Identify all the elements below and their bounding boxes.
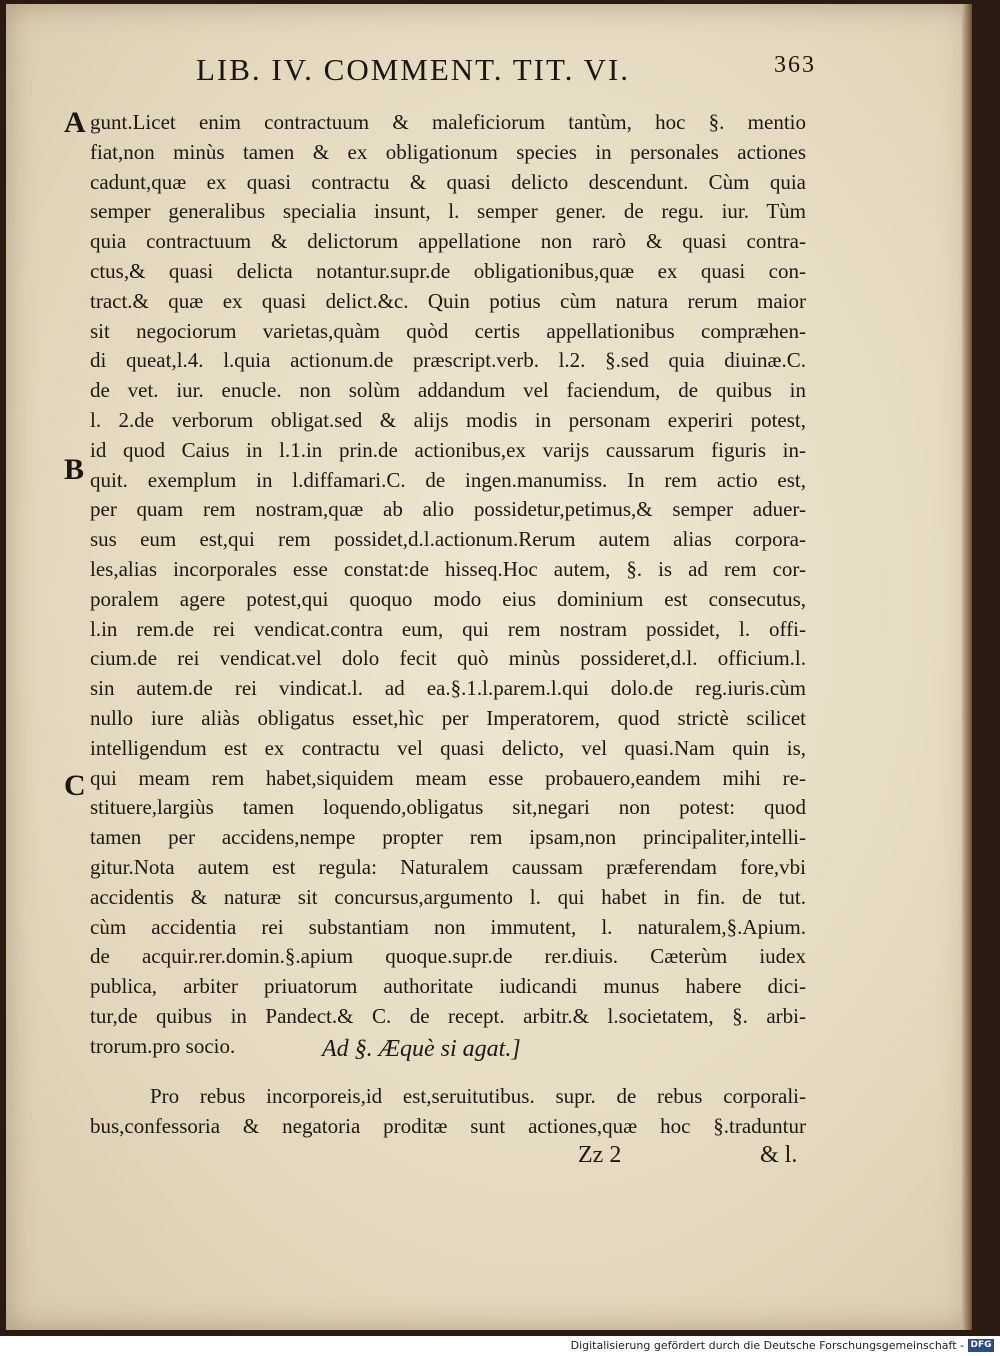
- text-line: per quam rem nostram,quæ ab alio possidetur,petimus,& semper aduer-: [90, 497, 806, 522]
- text-line: les,alias incorporales esse constat:de hisseq.Hoc autem, §. is ad rem cor-: [90, 556, 806, 581]
- main-text-block: [90, 108, 806, 1062]
- text-line: poralem agere potest,qui quoquo modo eius dominium est consecutus,: [90, 586, 806, 611]
- running-title: LIB. IV. COMMENT. TIT. VI.: [196, 52, 631, 87]
- margin-letter-b: B: [64, 453, 85, 486]
- text-line: cium.de rei vendicat.vel dolo fecit quò minùs possideret,d.l. officium.l.: [90, 646, 806, 671]
- text-line: tur,de quibus in Pandect.& C. de recept. arbitr.& l.societatem, §. arbi-: [90, 1003, 806, 1028]
- margin-letter-a: A: [64, 106, 86, 139]
- text-line: de vet. iur. enucle. non solùm addandum vel faciendum, de quibus in: [90, 378, 806, 403]
- text-line: fiat,non minùs tamen & ex obligationum species in personales actiones: [90, 139, 806, 164]
- text-line: nullo iure aliàs obligatus esset,hìc per Imperatorem, quod strictè scilicet: [90, 705, 806, 730]
- text-line: quia contractuum & delictorum appellatione non rarò & quasi contra-: [90, 229, 806, 254]
- second-text-block: [90, 1082, 806, 1142]
- text-line: intelligendum est ex contractu vel quasi delicto, vel quasi.Nam quin is,: [90, 735, 806, 760]
- text-line: l.in rem.de rei vendicat.contra eum, qui rem nostram possidet, l. offi-: [90, 616, 806, 641]
- text-line: accidentis & naturæ sit concursus,argumento l. qui habet in fin. de tut.: [90, 884, 806, 909]
- text-line: cùm accidentia rei substantiam non immutent, l. naturalem,§.Apium.: [90, 914, 806, 939]
- text-line: de acquir.rer.domin.§.apium quoque.supr.de rer.diuis. Cæterùm iudex: [90, 944, 806, 969]
- text-line: tamen per accidens,nempe propter rem ipsam,non principaliter,intelli-: [90, 825, 806, 850]
- text-line: quit. exemplum in l.diffamari.C. de ingen.manumiss. In rem actio est,: [90, 467, 806, 492]
- page-number: 363: [774, 52, 816, 78]
- text-line: Pro rebus incorporeis,id est,seruitutibus. supr. de rebus corporali-: [150, 1084, 806, 1108]
- margin-letter-c: C: [64, 769, 86, 802]
- text-line: publica, arbiter priuatorum authoritate iudicandi munus habere dici-: [90, 974, 806, 999]
- text-line: qui meam rem habet,siquidem meam esse probauero,eandem mihi re-: [90, 765, 806, 790]
- catchword: & l.: [760, 1142, 798, 1168]
- page-header: [196, 52, 816, 92]
- text-line: gunt.Licet enim contractuum & maleficiorum tantùm, hoc §. mentio: [90, 110, 806, 134]
- text-line: ctus,& quasi delicta notantur.supr.de obligationibus,quæ ex quasi con-: [90, 258, 806, 283]
- text-line: di queat,l.4. l.quia actionum.de præscript.verb. l.2. §.sed quia diuinæ.C.: [90, 348, 806, 373]
- text-line: bus,confessoria & negatoria proditæ sunt actiones,quæ hoc §.traduntur: [90, 1113, 806, 1138]
- text-line: id quod Caius in l.1.in prin.de actionibus,ex varijs caussarum figuris in-: [90, 437, 806, 462]
- text-line: tract.& quæ ex quasi delict.&c. Quin potius cùm natura rerum maior: [90, 288, 806, 313]
- dfg-logo: DFG: [968, 1339, 994, 1352]
- text-line: gitur.Nota autem est regula: Naturalem caussam præferendam fore,vbi: [90, 854, 806, 879]
- section-heading: Ad §. Æquè si agat.]: [322, 1036, 521, 1062]
- text-line: semper generalibus specialia insunt, l. semper gener. de regu. iur. Tùm: [90, 199, 806, 224]
- text-line: cadunt,quæ ex quasi contractu & quasi delicto descendunt. Cùm quia: [90, 169, 806, 194]
- signature-mark: Zz 2: [578, 1142, 622, 1168]
- text-line: sin autem.de rei vindicat.l. ad ea.§.1.l.parem.l.qui dolo.de reg.iuris.cùm: [90, 676, 806, 701]
- text-line: stituere,largiùs tamen loquendo,obligatus sit,negari non potest: quod: [90, 795, 806, 820]
- text-line: trorum.pro socio.: [90, 1033, 236, 1058]
- page-edge: [962, 4, 972, 1330]
- footer-credit: Digitalisierung gefördert durch die Deutsche Forschungsgemeinschaft -: [570, 1339, 964, 1352]
- text-line: sus eum est,qui rem possidet,d.l.actionum.Rerum autem alias corpora-: [90, 527, 806, 552]
- digitization-footer: [0, 1336, 1000, 1356]
- text-line: l. 2.de verborum obligat.sed & alijs modis in personam experiri potest,: [90, 407, 806, 432]
- text-line: sit negociorum varietas,quàm quòd certis appellationibus compræhen-: [90, 318, 806, 343]
